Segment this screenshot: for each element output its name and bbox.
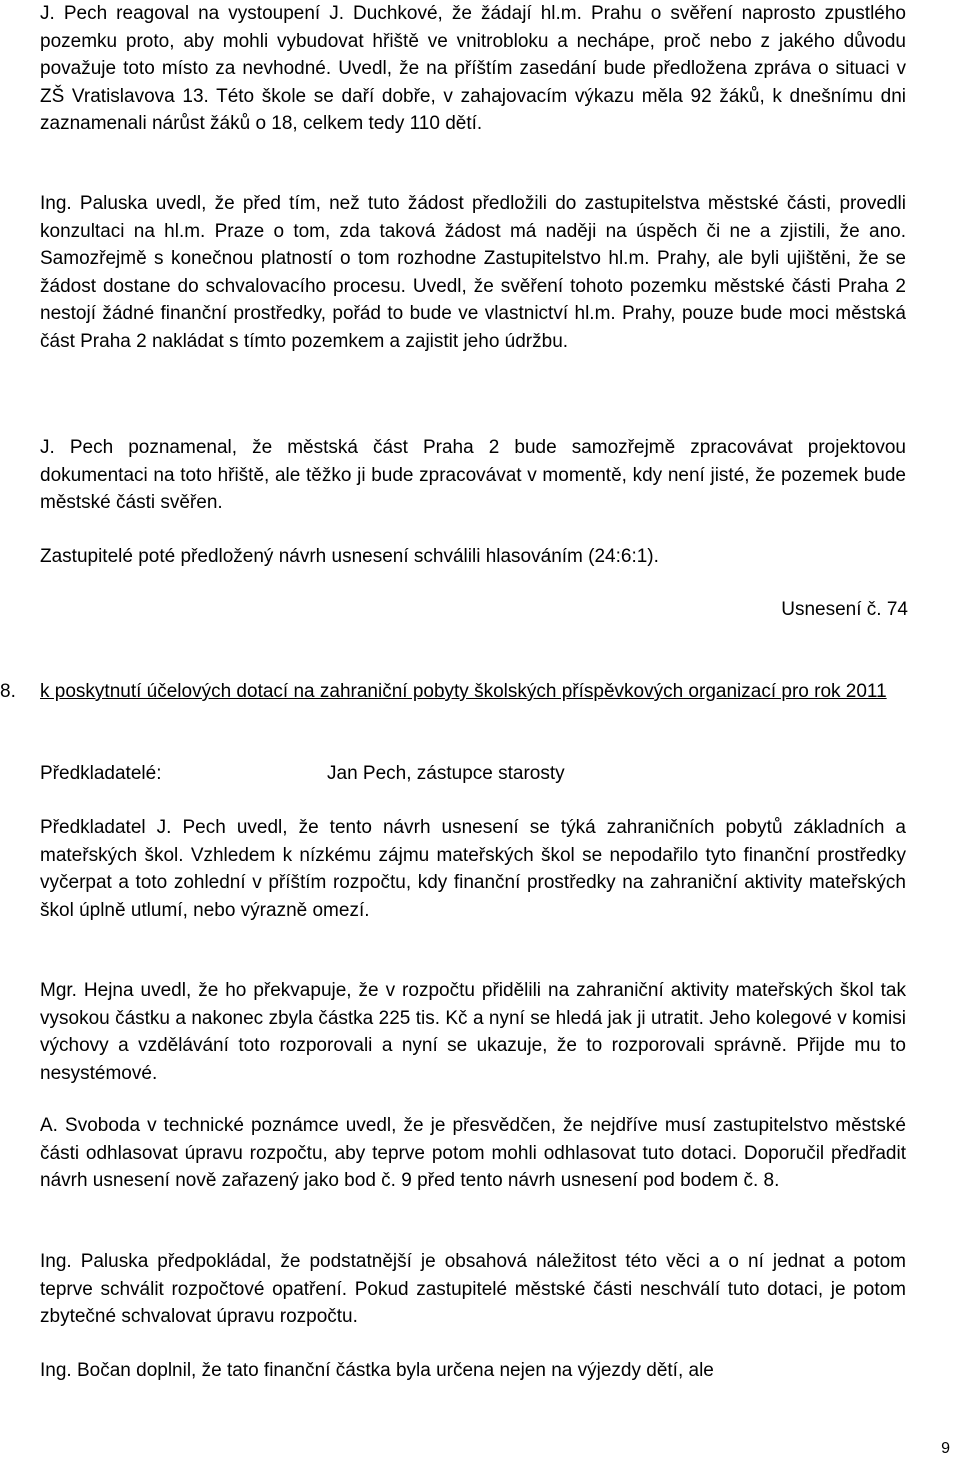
paragraph-vote-result: Zastupitelé poté předložený návrh usnesení schválili hlasováním (24:6:1). (40, 546, 659, 567)
proposers-value: Jan Pech, zástupce starosty (327, 763, 565, 784)
proposers-label: Předkladatelé: (40, 763, 162, 784)
agenda-item-number: 8. (0, 681, 16, 702)
paragraph-paluska-assumption: Ing. Paluska předpokládal, že podstatnější je obsahová náležitost této věci a o ní jednat a potom teprve schválit rozpočtové opatření. Pokud zastupitelé městské části neschválí tuto dotaci, je potom zbytečné schvalovat úpravu rozpočtu. (40, 1251, 906, 1327)
proposers-row (40, 760, 906, 787)
paragraph-pech-documentation: J. Pech poznamenal, že městská část Praha 2 bude samozřejmě zpracovávat projektovou dokumentaci na toto hřiště, ale těžko ji bude zpracovávat v momentě, kdy není jisté, že pozemek bude městské části svěřen. (40, 437, 906, 513)
resolution-number: Usnesení č. 74 (781, 599, 908, 620)
agenda-item-title: k poskytnutí účelových dotací na zahraniční pobyty školských příspěvkových organizací pro rok 2011 (40, 681, 887, 702)
paragraph-paluska-consultation: Ing. Paluska uvedl, že před tím, než tuto žádost předložili do zastupitelstva městské části, provedli konzultaci na hl.m. Praze o tom, zda taková žádost má naději na úspěch či ne a zjistili, že ano. Samozřejmě s konečnou platností o tom rozhodne Zastupitelstvo hl.m. Prahy, ale byli ujištěni, že se žádost dostane do schvalovacího procesu. Uvedl, že svěření tohoto pozemku městské části Praha 2 nestojí žádné finanční prostředky, pořád to bude ve vlastnictví hl.m. Prahy, pouze bude moci městská část Praha 2 nakládat s tímto pozemkem a zajistit jeho údržbu. (40, 193, 906, 352)
paragraph-pech-proposal: Předkladatel J. Pech uvedl, že tento návrh usnesení se týká zahraničních pobytů základních a mateřských škol. Vzhledem k nízkému zájmu mateřských škol se nepodařilo tyto finanční prostředky vyčerpat a toto zohlední v příštím rozpočtu, kdy finanční prostředky na zahraniční aktivity mateřských škol úplně utlumí, nebo výrazně omezí. (40, 817, 906, 921)
paragraph-svoboda-note: A. Svoboda v technické poznámce uvedl, že je přesvědčen, že nejdříve musí zastupitelstvo městské části odhlasovat úpravu rozpočtu, aby teprve potom mohli odhlasovat tuto dotaci. Doporučil předřadit návrh usnesení nově zařazený jako bod č. 9 před tento návrh usnesení pod bodem č. 8. (40, 1115, 906, 1191)
paragraph-hejna-comment: Mgr. Hejna uvedl, že ho překvapuje, že v rozpočtu přidělili na zahraniční aktivity mateřských škol tak vysokou částku a nakonec zbyla částka 225 tis. Kč a nyní se hledá jak ji utratit. Jeho kolegové v komisi výchovy a vzdělávání toto rozporovali a nyní se ukazuje, že to rozporovali správně. Přijde mu to nesystémové. (40, 980, 906, 1084)
page-number: 9 (941, 1440, 950, 1457)
paragraph-pech-reaction: J. Pech reagoval na vystoupení J. Duchkové, že žádají hl.m. Prahu o svěření naprosto zpustlého pozemku proto, aby mohli vybudovat hřiště ve vnitrobloku a nechápe, proč nebo z jakého důvodu považuje toto místo za nevhodné. Uvedl, že na příštím zasedání bude předložena zpráva o situaci v ZŠ Vratislavova 13. Této škole se daří dobře, v zahajovacím výkazu měla 92 žáků, k dnešnímu dni zaznamenali nárůst žáků o 18, celkem tedy 110 dětí. (40, 3, 906, 134)
paragraph-bocan-addition: Ing. Bočan doplnil, že tato finanční částka byla určena nejen na výjezdy dětí, ale (40, 1360, 714, 1381)
